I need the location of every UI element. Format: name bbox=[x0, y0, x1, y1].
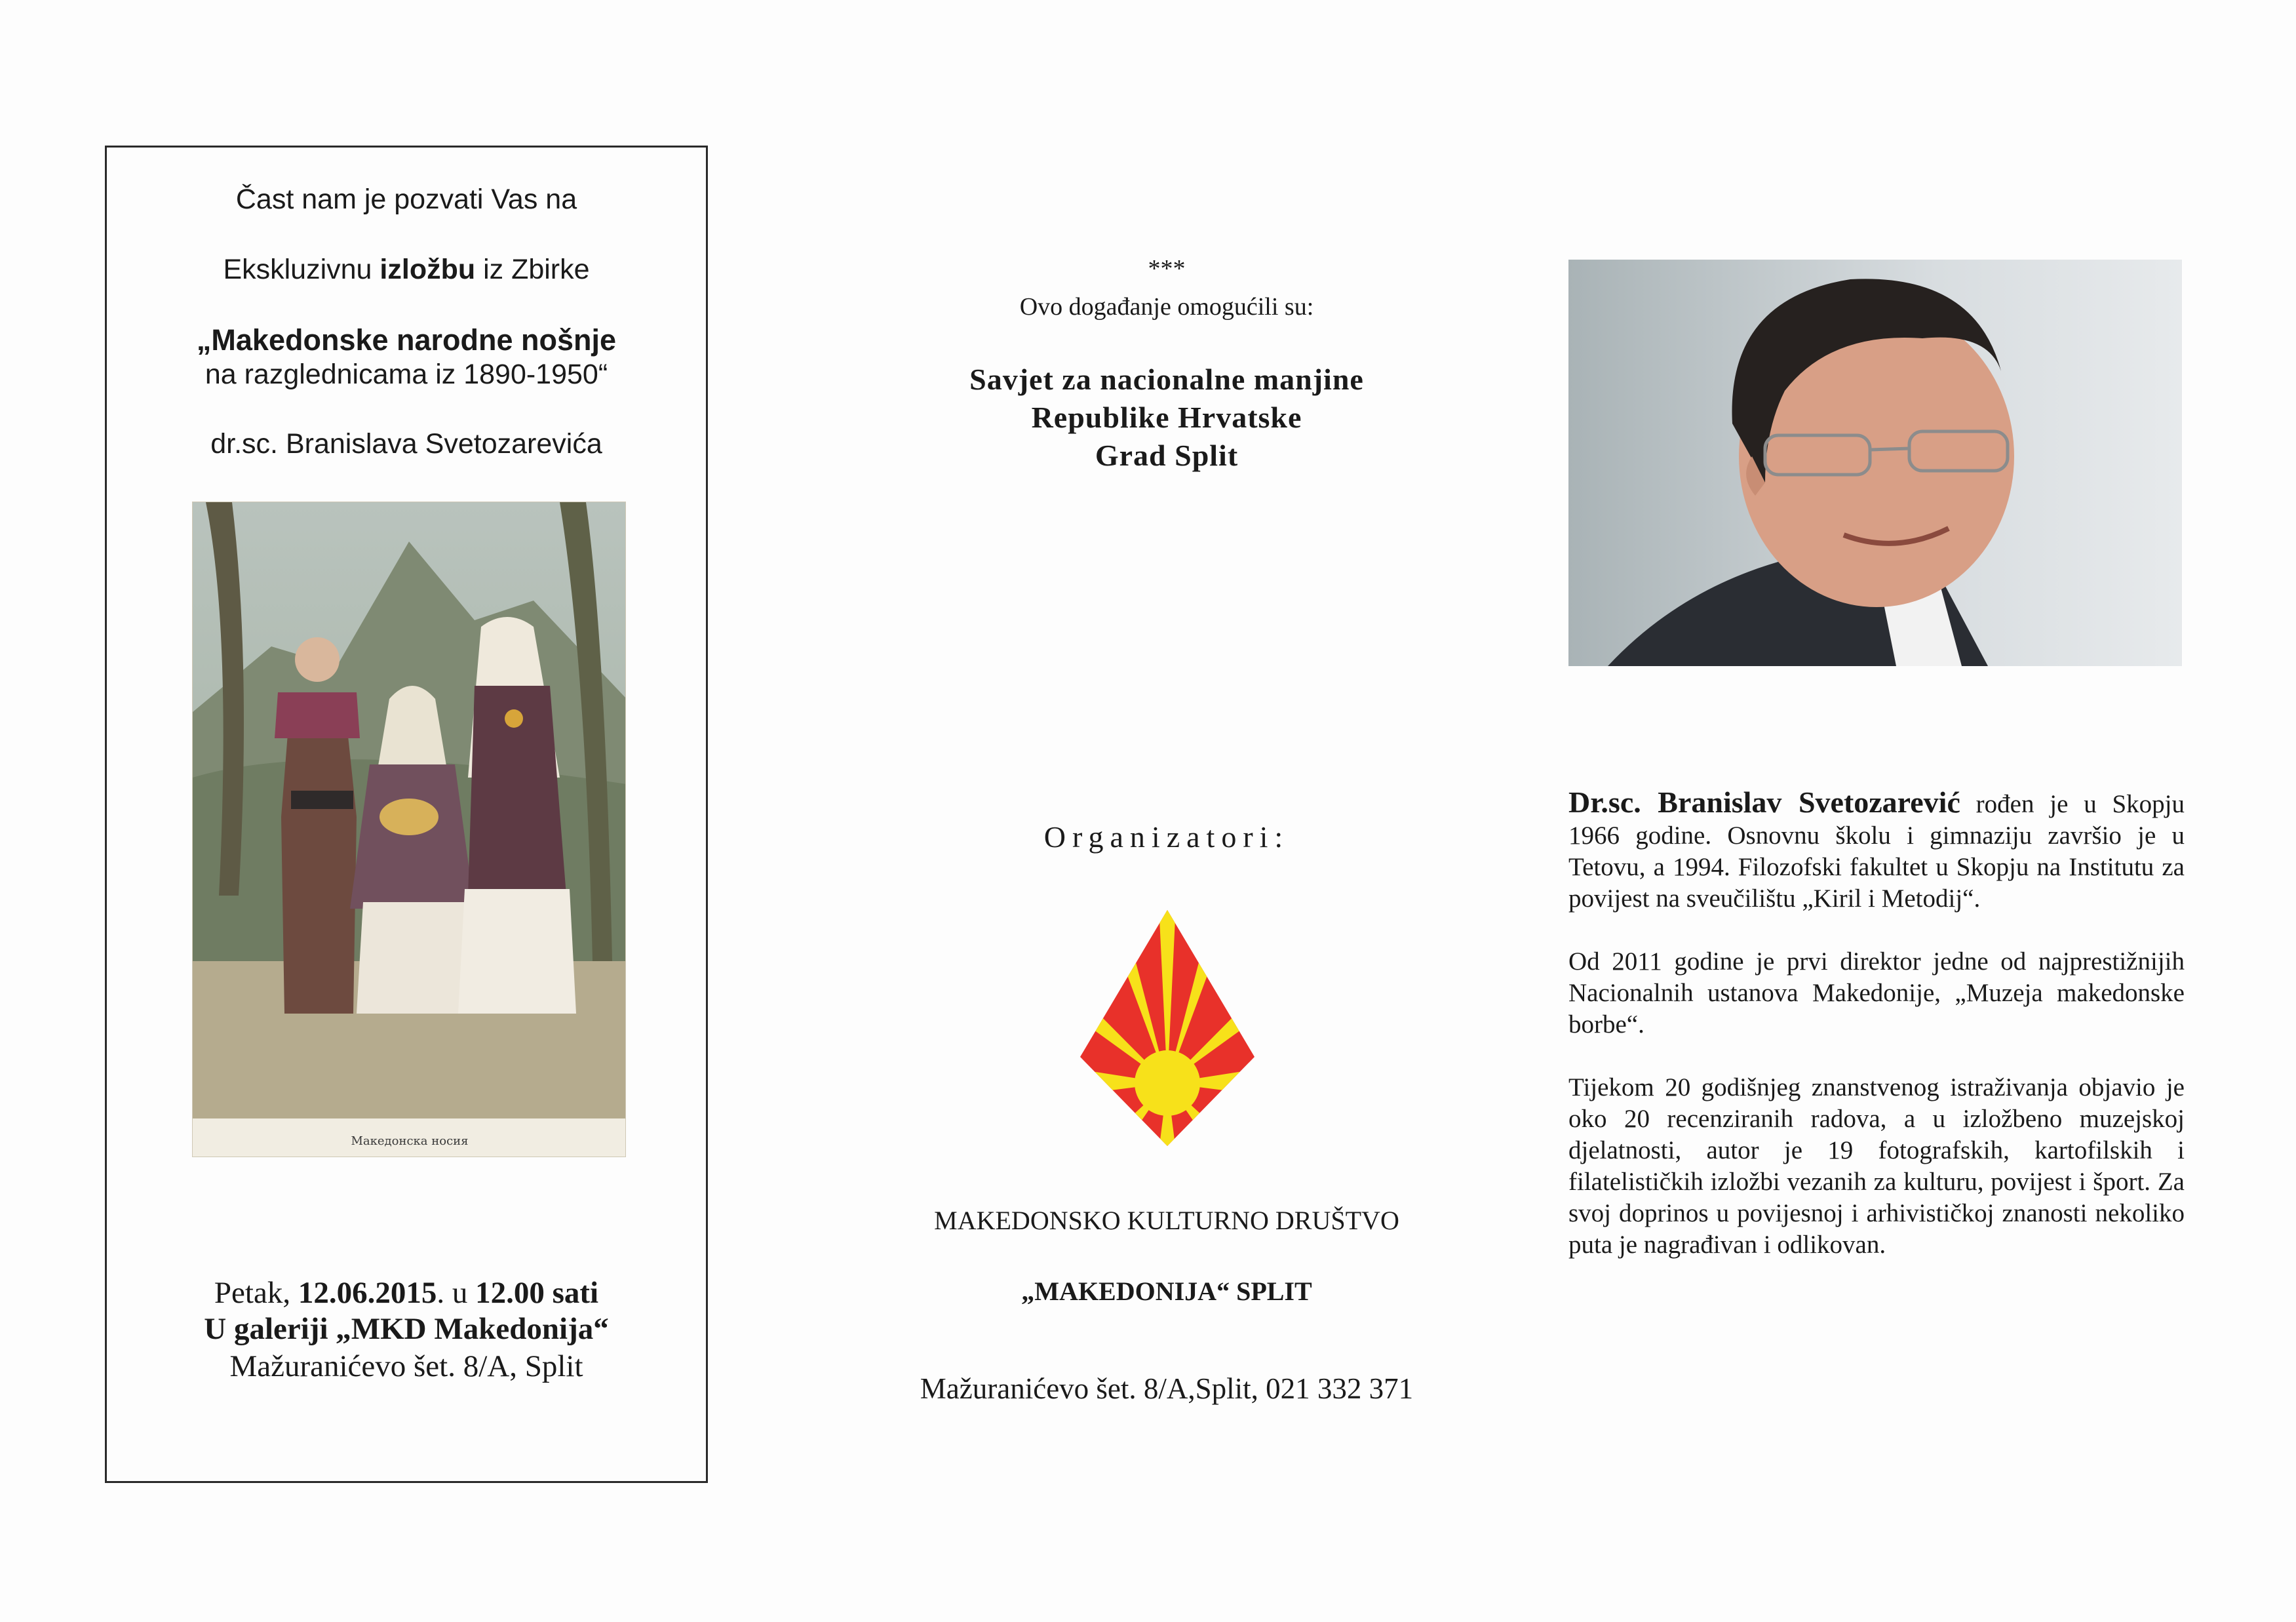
organizer-society-name: „MAKEDONIJA“ SPLIT bbox=[1021, 1276, 1312, 1306]
macedonian-emblem bbox=[1075, 905, 1260, 1151]
invitation-line2-pre: Ekskluzivnu bbox=[223, 254, 380, 285]
invitation-line2-bold: izložbu bbox=[379, 254, 476, 285]
event-venue: U galeriji „MKD Makedonija“ bbox=[204, 1312, 609, 1346]
exhibition-title: „Makedonske narodne nošnje bbox=[196, 323, 617, 357]
postcard-caption: Македонска носия bbox=[351, 1134, 469, 1148]
invitation-exhibition-line bbox=[107, 254, 706, 286]
postcard-image bbox=[192, 502, 626, 1157]
sponsor-line: Savjet za nacionalne manjine bbox=[969, 363, 1364, 396]
bio-paragraph: Tijekom 20 godišnjeg znanstvenog istraživanja objavio je oko 20 recenziranih radova, a u izložbeno muzejskoj djelatnosti, autor je 19 fotografskih, kartofilskih i filatelističkih izložbi vezanih za kulturu, povijest i šport. Za svoj doprinos u povijesnoj i arhivističkoj znanosti nekoliko puta je nagrađivan i odlikovan. bbox=[1568, 1073, 2185, 1259]
bio-name: Dr.sc. Branislav Svetozarević bbox=[1568, 785, 1960, 819]
sponsor-line: Grad Split bbox=[1095, 439, 1239, 472]
bio-paragraph: Od 2011 godine je prvi direktor jedne od najprestižnijih Nacionalnih ustanova Makedonije, „Muzeja makedonske borbe“. bbox=[1568, 947, 2185, 1038]
organizers-heading: Organizatori: bbox=[1043, 820, 1290, 854]
invitation-panel bbox=[105, 146, 708, 1483]
invitation-line2-post: iz Zbirke bbox=[475, 254, 590, 285]
portrait-person-icon bbox=[1568, 260, 2182, 666]
sponsor-line: Republike Hrvatske bbox=[1031, 401, 1302, 434]
sun-emblem-icon bbox=[1075, 905, 1260, 1151]
event-address: Mažuranićevo šet. 8/A, Split bbox=[229, 1349, 583, 1383]
exhibition-subtitle: na razglednicama iz 1890-1950“ bbox=[204, 359, 608, 390]
event-date-mid: . u bbox=[437, 1276, 476, 1310]
biography bbox=[1568, 787, 2185, 1292]
event-date-time bbox=[107, 1275, 706, 1311]
sponsors-stars: *** bbox=[1148, 255, 1186, 283]
bio-paragraph bbox=[1568, 787, 2185, 915]
invitation-line: Čast nam je pozvati Vas na bbox=[235, 184, 577, 215]
organizer-contact: Mažuranićevo šet. 8/A,Split, 021 332 371 bbox=[920, 1372, 1414, 1405]
bio-p1-text: rođen je u Skopju 1966 godine. Osnovnu školu i gimnaziju završio je u Tetovu, a 1994. Filozofski fakultet u Skopju na Institutu za povijest na sveučilištu „Kiril i Metodij“. bbox=[1568, 790, 2185, 913]
exhibition-author: dr.sc. Branislava Svetozarevića bbox=[210, 428, 602, 460]
macedonian-costume-postcard-icon bbox=[193, 502, 626, 1157]
event-date: 12.06.2015 bbox=[298, 1276, 437, 1310]
sponsors-intro: Ovo događanje omogućili su: bbox=[1019, 293, 1314, 321]
organizer-society: MAKEDONSKO KULTURNO DRUŠTVO bbox=[934, 1206, 1399, 1235]
portrait-photo bbox=[1568, 260, 2182, 666]
event-date-pre: Petak, bbox=[214, 1276, 298, 1310]
event-time: 12.00 sati bbox=[475, 1276, 599, 1310]
